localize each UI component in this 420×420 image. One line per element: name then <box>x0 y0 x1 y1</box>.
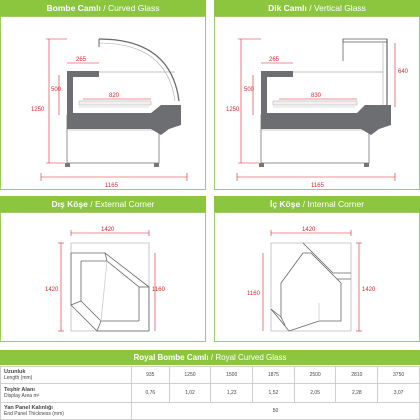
panel-subtitle: External Corner <box>94 199 155 209</box>
top-ledge <box>261 71 293 77</box>
panel-subtitle: Internal Corner <box>307 199 365 209</box>
display-well <box>261 77 391 135</box>
panel-body <box>0 16 206 190</box>
dim-top-depth: 265 <box>269 57 280 63</box>
table-row-length <box>1 367 420 384</box>
table-cell: 1875 <box>253 367 295 384</box>
panel-header: Bombe Camlı / Curved Glass <box>0 0 206 16</box>
table-cell: 3,07 <box>378 384 420 403</box>
curved-glass <box>99 39 179 101</box>
dim-total-height: 1250 <box>31 107 45 113</box>
table-cell: 2,05 <box>294 384 336 403</box>
table-cell: 2500 <box>294 367 336 384</box>
panel-internal-corner <box>214 196 420 342</box>
panel-subtitle: Vertical Glass <box>313 3 366 13</box>
panel-header: Dış Köşe / External Corner <box>0 196 206 212</box>
panel-header: İç Köşe / Internal Corner <box>214 196 420 212</box>
row-label: Uzunluk Length (mm) <box>1 367 132 384</box>
external-corner-outline <box>71 243 149 331</box>
table-row-display-area <box>1 384 420 403</box>
panel-title: İç Köşe <box>269 199 301 209</box>
dim-total-width: 1165 <box>311 183 324 189</box>
dim-glass-height: 500 <box>51 87 62 93</box>
dim-inner-width: 820 <box>109 93 120 99</box>
spec-table <box>0 366 420 420</box>
curved-glass-section-drawing <box>1 17 207 191</box>
dim-total-width: 1165 <box>105 183 118 189</box>
table-cell: 0,76 <box>132 384 170 403</box>
panel-body <box>214 16 420 190</box>
top-ledge <box>67 71 99 77</box>
table-cell: 2810 <box>336 367 378 384</box>
table-cell: 1,23 <box>211 384 253 403</box>
table-cell: 1,52 <box>253 384 295 403</box>
dim-height: 1420 <box>362 287 376 293</box>
dim-top-depth: 265 <box>76 57 87 63</box>
dim-inner-width: 830 <box>311 93 322 99</box>
dim-total-height: 1250 <box>226 107 240 113</box>
display-well <box>67 77 181 135</box>
table-cell: 1250 <box>169 367 211 384</box>
dim-width: 1420 <box>101 227 115 233</box>
external-corner-plan-drawing <box>1 213 207 343</box>
panel-body <box>0 212 206 342</box>
table-cell: 1,02 <box>169 384 211 403</box>
table-cell: 2,28 <box>336 384 378 403</box>
table-cell: 3750 <box>378 367 420 384</box>
table-row-end-panel <box>1 403 420 420</box>
row-label: Teşhir Alanı Display Area m² <box>1 384 132 403</box>
glass-top-frame <box>343 39 387 42</box>
vertical-glass-section-drawing <box>215 17 420 191</box>
panel-title: Dik Camlı <box>268 3 307 13</box>
dim-height: 1420 <box>45 287 59 293</box>
dim-glass-side: 640 <box>398 69 409 75</box>
table-cell: 50 <box>132 403 420 420</box>
table-cell: 1500 <box>211 367 253 384</box>
internal-corner-plan-drawing <box>215 213 420 343</box>
panel-title: Bombe Camlı <box>46 3 101 13</box>
panel-vertical-glass <box>214 0 420 190</box>
dim-inner: 1160 <box>152 287 165 293</box>
panel-external-corner <box>0 196 206 342</box>
dim-glass-height: 500 <box>244 87 255 93</box>
dim-inner: 1160 <box>247 291 260 297</box>
panel-body <box>214 212 420 342</box>
table-cell: 935 <box>132 367 170 384</box>
dim-width: 1420 <box>302 227 316 233</box>
panel-subtitle: Curved Glass <box>107 3 160 13</box>
panel-header: Dik Camlı / Vertical Glass <box>214 0 420 16</box>
panel-curved-glass <box>0 0 206 190</box>
panel-title: Dış Köşe <box>51 199 88 209</box>
internal-corner-outline <box>271 243 351 331</box>
spec-table-title: Royal Bombe Camlı / Royal Curved Glass <box>0 350 420 365</box>
row-label: Yan Panel Kalınlığı End Panel Thickness (mm) <box>1 403 132 420</box>
